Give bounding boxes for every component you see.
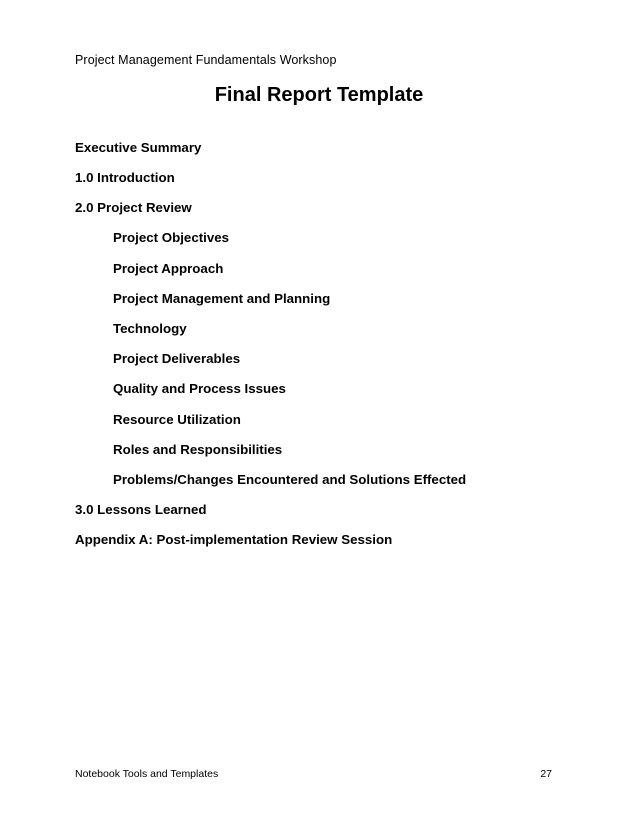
footer-text: Notebook Tools and Templates (75, 768, 219, 780)
outline-item-lessons-learned: 3.0 Lessons Learned (75, 502, 207, 517)
outline-item-executive-summary: Executive Summary (75, 140, 202, 155)
outline-subitem-project-approach: Project Approach (113, 261, 224, 276)
outline-subitem-resource-utilization: Resource Utilization (113, 412, 241, 427)
outline-subitem-project-deliverables: Project Deliverables (113, 351, 241, 366)
outline-subitem-technology: Technology (113, 321, 187, 336)
outline-item-introduction: 1.0 Introduction (75, 170, 175, 185)
outline-subitem-project-objectives: Project Objectives (113, 230, 230, 245)
outline-subitem-roles-responsibilities: Roles and Responsibilities (113, 442, 283, 457)
outline-subitem-project-management-planning: Project Management and Planning (113, 291, 331, 306)
running-header: Project Management Fundamentals Workshop (75, 53, 337, 67)
outline-subitem-problems-changes: Problems/Changes Encountered and Solutions Effected (113, 472, 467, 487)
page-title: Final Report Template (214, 84, 424, 106)
outline-subitem-quality-process-issues: Quality and Process Issues (113, 381, 286, 396)
page-number: 27 (540, 768, 552, 780)
outline-item-appendix-a: Appendix A: Post-implementation Review Session (75, 532, 393, 547)
outline-item-project-review: 2.0 Project Review (75, 200, 192, 215)
